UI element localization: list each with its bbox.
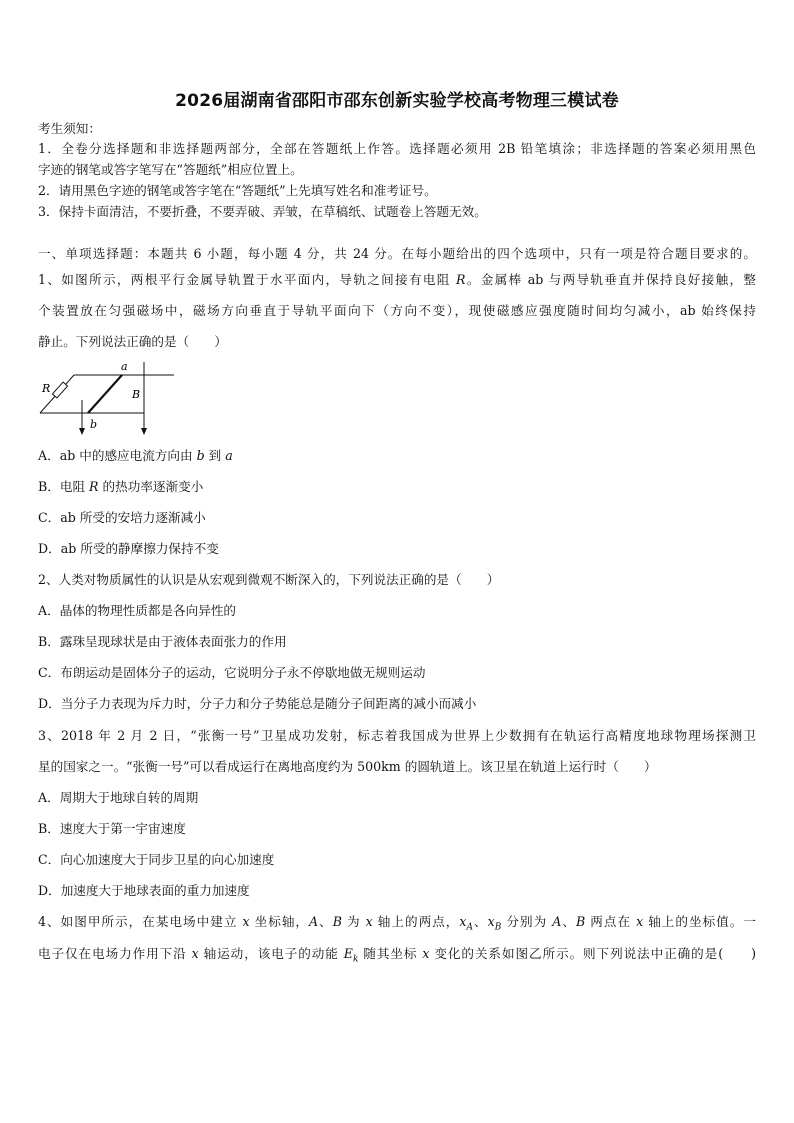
q1-stem-line-1: 1、如图所示，两根平行金属导轨置于水平面内，导轨之间接有电阻 R。金属棒 ab 与两导轨垂直并保持良好接触，整: [38, 272, 756, 287]
q3-option-a: A．周期大于地球自转的周期: [38, 790, 199, 805]
q2-option-c: C．布朗运动是固体分子的运动，它说明分子永不停歇地做无规则运动: [38, 665, 426, 680]
page-title: 2026届湖南省邵阳市邵东创新实验学校高考物理三模试卷: [175, 91, 619, 111]
q1-option-b: B．电阻 R 的热功率逐渐变小: [38, 479, 204, 494]
q1-option-c: C．ab 所受的安培力逐渐减小: [38, 510, 206, 525]
q1-option-d: D．ab 所受的静摩擦力保持不变: [38, 541, 219, 556]
q4-stem-line-2: 电子仅在电场力作用下沿 x 轴运动，该电子的动能 $E_k$ 随其坐标 x 变化的关系如图乙所示。则下列说法中正确的是( ): [38, 946, 756, 965]
field-arrow-icon: [141, 413, 147, 435]
notice-line-1: 1．全卷分选择题和非选择题两部分，全部在答题纸上作答。选择题必须用 2B 铅笔填涂；非选择题的答案必须用黑色: [38, 141, 756, 156]
metal-rod-ab: [88, 375, 122, 413]
notice-line-3: 2．请用黑色字迹的钢笔或答字笔在“答题纸”上先填写姓名和准考证号。: [38, 183, 437, 198]
q1-option-a: A．ab 中的感应电流方向由 b 到 a: [38, 448, 233, 463]
q2-option-a: A．晶体的物理性质都是各向异性的: [38, 603, 237, 618]
q3-option-c: C．向心加速度大于同步卫星的向心加速度: [38, 852, 275, 867]
label-r: R: [42, 382, 51, 395]
q3-option-b: B．速度大于第一宇宙速度: [38, 821, 186, 836]
q2-stem: 2、人类对物质属性的认识是从宏观到微观不断深入的，下列说法正确的是（ ）: [38, 572, 500, 587]
q1-stem-line-2: 个装置放在匀强磁场中，磁场方向垂直于导轨平面向下（方向不变），现使磁感应强度随时间均匀减小，ab 始终保持: [38, 303, 756, 318]
label-b-field: B: [132, 388, 141, 401]
q3-stem-line-2: 星的国家之一。“张衡一号”可以看成运行在离地高度约为 500km 的圆轨道上。该卫星在轨道上运行时（ ）: [38, 759, 657, 774]
section-heading: 一、单项选择题：本题共 6 小题，每小题 4 分，共 24 分。在每小题给出的四个选项中，只有一项是符合题目要求的。: [38, 246, 756, 261]
q1-stem-line-3: 静止。下列说法正确的是（ ）: [38, 334, 227, 349]
resistor-icon: [52, 382, 67, 398]
label-b-end: b: [90, 418, 98, 431]
notice-heading: 考生须知：: [38, 121, 101, 136]
q4-stem-line-1: 4、如图甲所示，在某电场中建立 x 坐标轴，A、B 为 x 轴上的两点，$x_A$、$x_B$ 分别为 A、B 两点在 x 轴上的坐标值。一: [38, 914, 757, 933]
q2-option-b: B．露珠呈现球状是由于液体表面张力的作用: [38, 634, 287, 649]
q3-option-d: D．加速度大于地球表面的重力加速度: [38, 883, 250, 898]
field-arrow-icon: [79, 400, 85, 435]
q2-option-d: D．当分子力表现为斥力时，分子力和分子势能总是随分子间距离的减小而减小: [38, 696, 477, 711]
q3-stem-line-1: 3、2018 年 2 月 2 日，“张衡一号”卫星成功发射，标志着我国成为世界上少数拥有在轨运行高精度地球物理场探测卫: [38, 728, 756, 743]
label-a: a: [121, 360, 128, 373]
notice-line-4: 3．保持卡面清洁，不要折叠，不要弄破、弄皱，在草稿纸、试题卷上答题无效。: [38, 204, 487, 219]
q1-circuit-figure: [34, 358, 184, 438]
notice-line-2: 字迹的钢笔或答字笔写在“答题纸”相应位置上。: [38, 162, 303, 177]
